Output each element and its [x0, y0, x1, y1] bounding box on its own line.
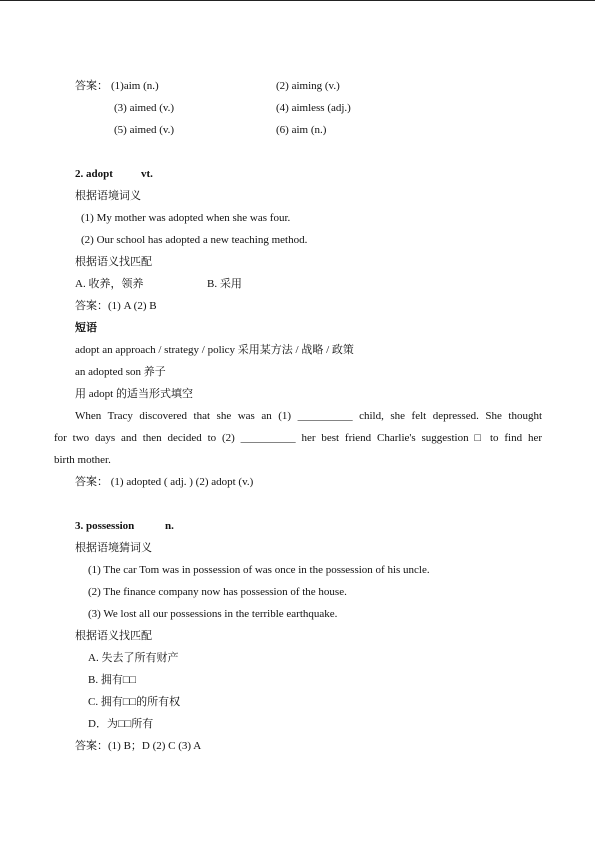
section-heading: 3. possession: [75, 520, 135, 532]
paragraph-line: for two days and then decided to (2) __________ her best friend Charlie's suggestion □ to find her: [54, 432, 542, 444]
option: C. 拥有□□的所有权: [88, 696, 181, 708]
section-heading: 2. adopt: [75, 168, 113, 180]
example-sentence: (3) We lost all our possessions in the terrible earthquake.: [88, 608, 338, 620]
example-sentence: (2) Our school has adopted a new teaching method.: [81, 234, 308, 246]
top-border: [0, 0, 595, 1]
option: D．为□□所有: [88, 718, 154, 730]
answer: 答案： (1) adopted ( adj. ) (2) adopt (v.): [75, 476, 254, 488]
example-sentence: (1) My mother was adopted when she was four.: [81, 212, 291, 224]
part-of-speech: n.: [165, 520, 174, 532]
option: A. 收养，领养: [75, 278, 144, 290]
instruction: 根据语境猜词义: [75, 542, 152, 554]
answer: 答案：(1) A (2) B: [75, 300, 157, 312]
answer-item: (3) aimed (v.): [114, 102, 175, 114]
answer-item: (4) aimless (adj.): [276, 102, 351, 114]
instruction: 根据语义找匹配: [75, 256, 152, 268]
answer-item: (6) aim (n.): [276, 124, 327, 136]
answer-label: 答案：: [75, 80, 108, 92]
phrase: an adopted son 养子: [75, 366, 166, 378]
example-sentence: (2) The finance company now has possession of the house.: [88, 586, 347, 598]
instruction: 根据语义找匹配: [75, 630, 152, 642]
option: B. 拥有□□: [88, 674, 137, 686]
instruction: 根据语境词义: [75, 190, 141, 202]
option: B. 采用: [207, 278, 242, 290]
answer-item: (1)aim (n.): [111, 80, 159, 92]
paragraph-line: When Tracy discovered that she was an (1) __________ child, she felt depressed. She thought: [75, 410, 542, 422]
answer-item: (2) aiming (v.): [276, 80, 340, 92]
example-sentence: (1) The car Tom was in possession of was once in the possession of his uncle.: [88, 564, 430, 576]
phrase: adopt an approach / strategy / policy 采用某方法 / 战略 / 政策: [75, 344, 354, 356]
phrase-heading: 短语: [75, 322, 97, 334]
instruction: 用 adopt 的适当形式填空: [75, 388, 193, 400]
part-of-speech: vt.: [141, 168, 153, 180]
answer: 答案：(1) B；D (2) C (3) A: [75, 740, 202, 752]
answer-item: (5) aimed (v.): [114, 124, 175, 136]
option: A. 失去了所有财产: [88, 652, 179, 664]
paragraph-line: birth mother.: [54, 454, 111, 466]
